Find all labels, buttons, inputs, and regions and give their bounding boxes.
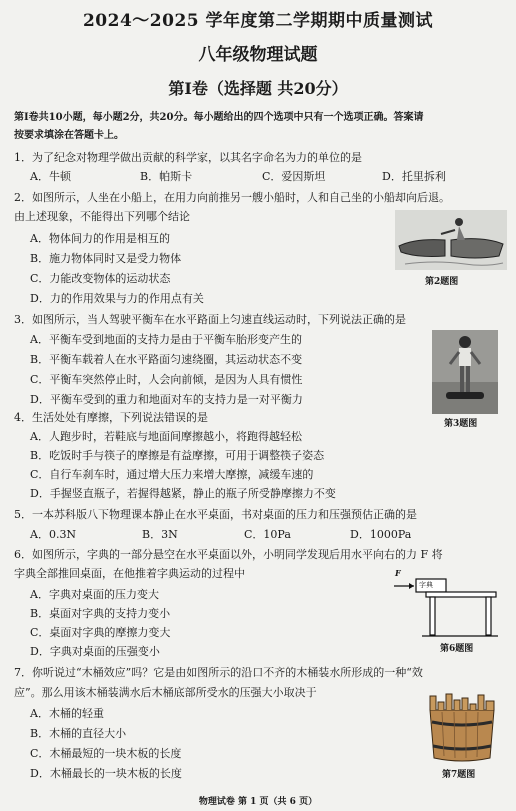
q7-option-c: C．木桶最短的一块木板的长度 (30, 747, 182, 760)
dictionary-label: 字典 (419, 581, 433, 589)
question-5-stem: 5．一本苏科版八下物理课本静止在水平桌面，书对桌面的压力和压强预估正确的是 (14, 508, 417, 521)
q4-option-c: C．自行车刹车时，通过增大压力来增大摩擦，减缓车速的 (30, 468, 314, 481)
balance-scooter-figure (432, 330, 498, 414)
question-7-stem-line-1: 7．你听说过“木桶效应”吗？它是由如图所示的沿口不齐的木桶装水所形成的一种“效 (14, 666, 423, 679)
exam-subtitle: 八年级物理试题 (198, 45, 318, 65)
q7-option-d: D．木桶最长的一块木板的长度 (30, 767, 182, 780)
q5-option-a: A．0.3N (30, 528, 77, 541)
question-6-stem-line-2: 字典全部推回桌面，在他推着字典运动的过程中 (14, 567, 245, 580)
question-2-stem-line-2: 由上述现象，不能得出下列哪个结论 (14, 210, 190, 223)
q3-option-a: A．平衡车受到地面的支持力是由于平衡车胎形变产生的 (30, 333, 302, 346)
q6-option-a: A．字典对桌面的压力变大 (30, 588, 159, 601)
q2-option-b: B．施力物体同时又是受力物体 (30, 252, 182, 265)
q1-option-d: D．托里拆利 (382, 170, 446, 183)
q6-option-c: C．桌面对字典的摩擦力变大 (30, 626, 171, 639)
q5-option-b: B．3N (142, 528, 178, 541)
q2-option-d: D．力的作用效果与力的作用点有关 (30, 292, 204, 305)
q4-option-d: D．手握竖直瓶子，若握得越紧，静止的瓶子所受静摩擦力不变 (30, 487, 336, 500)
q4-option-b: B．吃饭时手与筷子的摩擦是有益摩擦，可用于调整筷子姿态 (30, 449, 325, 462)
instructions-line-2: 按要求填涂在答题卡上。 (14, 130, 124, 141)
q2-figure-caption: 第2题图 (425, 277, 459, 287)
q5-option-d: D．1000Pa (350, 528, 412, 541)
question-1-stem: 1．为了纪念对物理学做出贡献的科学家，以其名字命名为力的单位的是 (14, 151, 362, 164)
q4-option-a: A．人跑步时，若鞋底与地面间摩擦越小，将跑得越轻松 (30, 430, 302, 443)
force-label: F (395, 568, 401, 578)
q3-figure-caption: 第3题图 (444, 419, 478, 429)
question-3-stem: 3．如图所示，当人驾驶平衡车在水平路面上匀速直线运动时，下列说法正确的是 (14, 313, 406, 326)
section-title: 第Ⅰ卷（选择题 共20分） (168, 79, 348, 98)
q2-option-a: A．物体间力的作用是相互的 (30, 232, 170, 245)
wooden-bucket-figure (424, 692, 500, 764)
q7-option-a: A．木桶的轻重 (30, 707, 104, 720)
page-footer: 物理试卷 第 1 页（共 6 页） (198, 797, 318, 807)
q6-figure-caption: 第6题图 (440, 644, 474, 654)
q7-figure-caption: 第7题图 (442, 770, 476, 780)
q3-option-d: D．平衡车受到的重力和地面对车的支持力是一对平衡力 (30, 393, 303, 406)
q1-option-c: C．爱因斯坦 (262, 170, 326, 183)
q3-option-b: B．平衡车载着人在水平路面匀速绕圈，其运动状态不变 (30, 353, 303, 366)
boats-figure (395, 210, 507, 270)
question-7-stem-line-2: 应”。那么用该木桶装满水后木桶底部所受水的压强大小取决于 (14, 686, 317, 699)
q3-option-c: C．平衡车突然停止时，人会向前倾，是因为人具有惯性 (30, 373, 303, 386)
q7-option-b: B．木桶的直径大小 (30, 727, 127, 740)
question-4-stem: 4．生活处处有摩擦，下列说法错误的是 (14, 411, 208, 424)
q5-option-c: C．10Pa (244, 528, 291, 541)
exam-title: 2024～2025 学年度第二学期期中质量测试 (82, 11, 434, 31)
question-6-stem-line-1: 6．如图所示，字典的一部分悬空在水平桌面以外，小明同学发现后用水平向右的力 F 将 (14, 548, 443, 561)
q2-option-c: C．力能改变物体的运动状态 (30, 272, 171, 285)
dictionary-table-figure (392, 566, 500, 638)
instructions-line-1: 第Ⅰ卷共10小题，每小题2分，共20分。每小题给出的四个选项中只有一个选项正确。答案请 (14, 112, 424, 123)
q6-option-d: D．字典对桌面的压强变小 (30, 645, 160, 658)
q1-option-b: B．帕斯卡 (140, 170, 193, 183)
q6-option-b: B．桌面对字典的支持力变小 (30, 607, 171, 620)
q1-option-a: A．牛顿 (30, 170, 71, 183)
question-2-stem-line-1: 2．如图所示，人坐在小船上，在用力向前推另一艘小船时，人和自己坐的小船却向后退。 (14, 191, 450, 204)
